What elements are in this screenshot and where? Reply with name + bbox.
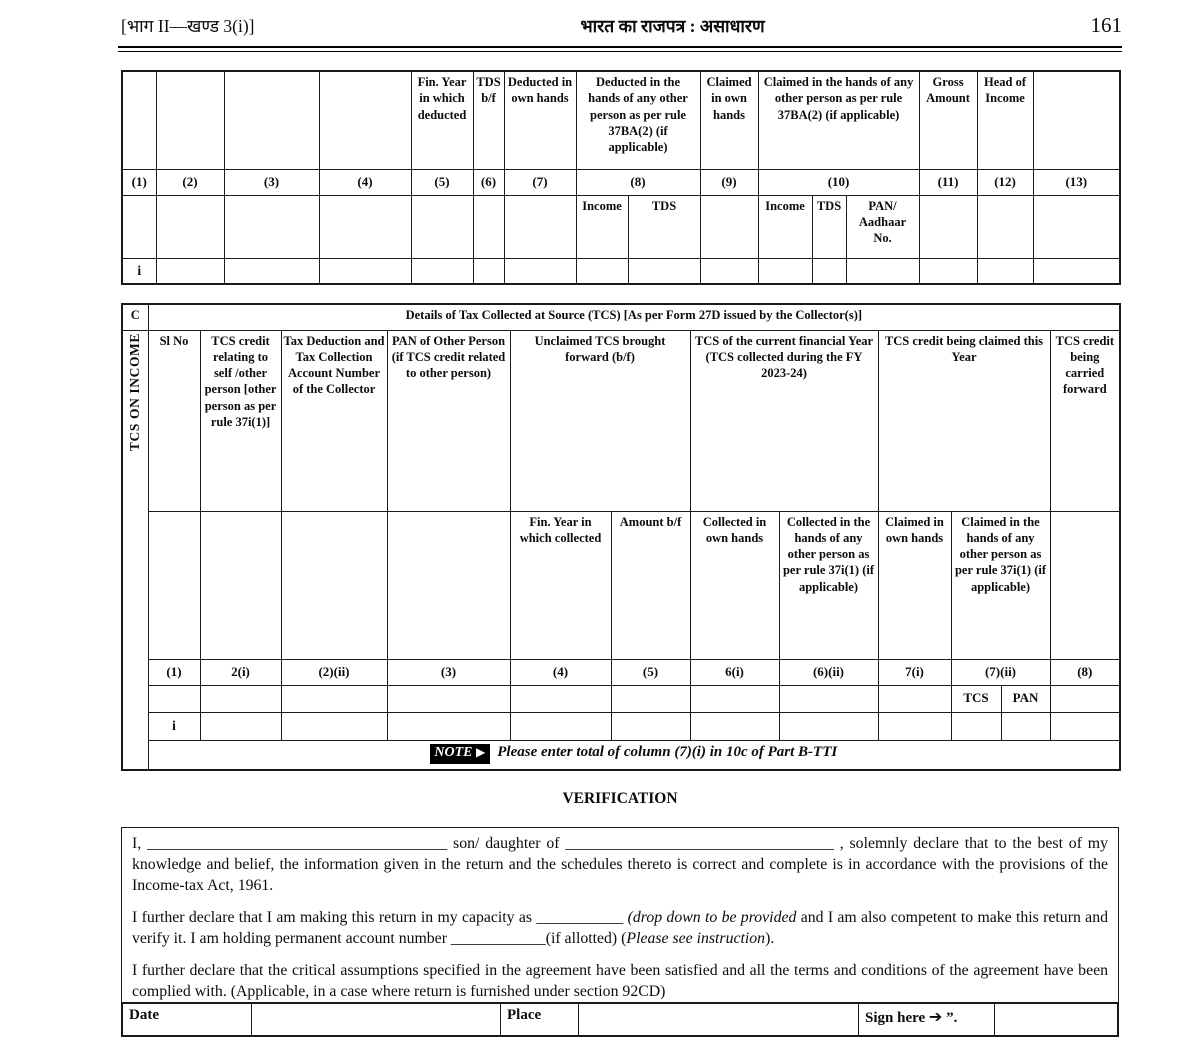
- text: I further declare that I am making this return in my capacity as: [132, 909, 537, 926]
- tcs-section-title: Details of Tax Collected at Source (TCS) [As per Form 27D issued by the Collector(s)]: [148, 304, 1120, 330]
- tds-header-fin-year: Fin. Year in which deducted: [411, 71, 473, 169]
- tcs-sub-pan: PAN: [1001, 685, 1050, 712]
- col-number: (3): [224, 169, 319, 195]
- tds-sub-income: Income: [758, 195, 812, 258]
- empty-cell: [878, 685, 951, 712]
- tds-sub-pan-aadhaar: PAN/ Aadhaar No.: [846, 195, 919, 258]
- date-label-cell: Date: [129, 1007, 159, 1023]
- col-number: (1): [122, 169, 156, 195]
- tcs-number-row: [122, 659, 1120, 685]
- empty-cell: [148, 511, 200, 659]
- text: , solemnly declare that to the best of my knowledge and belief, the information given in the return and the schedules thereto is correct and complete is in accordance with the provisions of the Income-tax Act, 1961.: [132, 835, 1108, 894]
- tcs-sub-collected-own: Collected in own hands: [690, 511, 779, 659]
- col-number: (13): [1033, 169, 1120, 195]
- empty-cell: [504, 195, 576, 258]
- col-number: (10): [758, 169, 919, 195]
- tds-header-deducted-other: Deducted in the hands of any other person as per rule 37BA(2) (if applicable): [576, 71, 700, 169]
- tcs-sub-collected-other: Collected in the hands of any other person as per rule 37i(1) (if applicable): [779, 511, 878, 659]
- empty-cell: [473, 195, 504, 258]
- empty-cell: [1050, 685, 1120, 712]
- col-number: (12): [977, 169, 1033, 195]
- tds-header-deducted-own: Deducted in own hands: [504, 71, 576, 169]
- col-number: 2(i): [200, 659, 281, 685]
- tcs-sub-claimed-other: Claimed in the hands of any other person as per rule 37i(1) (if applicable): [951, 511, 1050, 659]
- empty-cell: [812, 258, 846, 284]
- empty-cell: [122, 195, 156, 258]
- row-label: i: [122, 258, 156, 284]
- tcs-header-carried-forward: TCS credit being carried forward: [1050, 330, 1120, 511]
- col-number: (1): [148, 659, 200, 685]
- col-number: (6)(ii): [779, 659, 878, 685]
- empty-cell: [1050, 712, 1120, 740]
- empty-cell: [319, 71, 411, 169]
- text: and I am also competent to make this return and verify it. I am holding permanent account number: [132, 909, 1108, 947]
- note-cell: [148, 740, 1120, 770]
- tcs-header-unclaimed: Unclaimed TCS brought forward (b/f): [510, 330, 690, 511]
- col-number: (2): [156, 169, 224, 195]
- tcs-header-row-1: [122, 330, 1120, 511]
- empty-cell: [148, 685, 200, 712]
- date-value-cell: [251, 1004, 500, 1035]
- empty-cell: [156, 195, 224, 258]
- empty-cell: [281, 685, 387, 712]
- empty-cell: [387, 712, 510, 740]
- note-arrow-icon: ▶: [476, 744, 486, 759]
- pan-blank-line: ____________: [450, 930, 546, 947]
- empty-cell: [628, 258, 700, 284]
- empty-cell: [224, 195, 319, 258]
- tcs-header-row-2: [122, 511, 1120, 659]
- tds-number-row: [122, 169, 1120, 195]
- sign-here-cell: [858, 1004, 994, 1035]
- empty-cell: [1001, 712, 1050, 740]
- empty-cell: [319, 258, 411, 284]
- empty-cell: [977, 195, 1033, 258]
- text: (if allotted) (: [545, 930, 627, 947]
- col-number: (2)(ii): [281, 659, 387, 685]
- tcs-sub-fin-year: Fin. Year in which collected: [510, 511, 611, 659]
- empty-cell: [281, 511, 387, 659]
- empty-cell: [611, 685, 690, 712]
- tds-header-gross-amount: Gross Amount: [919, 71, 977, 169]
- tcs-header-credit-relating: TCS credit relating to self /other person [other person as per rule 37i(1)]: [200, 330, 281, 511]
- signature-row: [121, 1002, 1119, 1037]
- empty-cell: [1033, 71, 1120, 169]
- header-section-left: [भाग II—खण्ड 3(i)]: [121, 16, 255, 36]
- tds-sub-tds: TDS: [812, 195, 846, 258]
- text: I,: [132, 835, 148, 852]
- empty-cell: [122, 71, 156, 169]
- dropdown-note-italic: (drop down to be provided: [627, 909, 797, 926]
- tcs-sub-tcs: TCS: [951, 685, 1001, 712]
- empty-cell: [690, 712, 779, 740]
- tds-header-claimed-own: Claimed in own hands: [700, 71, 758, 169]
- tcs-header-claimed-year: TCS credit being claimed this Year: [878, 330, 1050, 511]
- note-badge-label: NOTE: [434, 744, 473, 760]
- tcs-on-income-label: TCS ON INCOME: [127, 332, 143, 451]
- verification-paragraph-2: [132, 907, 1108, 949]
- text: son/ daughter of: [447, 835, 566, 852]
- col-number: (4): [510, 659, 611, 685]
- empty-cell: [1033, 195, 1120, 258]
- col-number: (11): [919, 169, 977, 195]
- col-number: (5): [611, 659, 690, 685]
- place-label-cell: Place: [500, 1004, 578, 1035]
- tcs-header-sl-no: Sl No: [148, 330, 200, 511]
- sign-suffix: ”.: [942, 1010, 958, 1026]
- tcs-sub-claimed-own: Claimed in own hands: [878, 511, 951, 659]
- tds-header-tds-bf: TDS b/f: [473, 71, 504, 169]
- empty-cell: [224, 258, 319, 284]
- empty-cell: [224, 71, 319, 169]
- col-number: 6(i): [690, 659, 779, 685]
- empty-cell: [700, 195, 758, 258]
- empty-cell: [700, 258, 758, 284]
- empty-cell: [411, 258, 473, 284]
- empty-cell: [510, 712, 611, 740]
- verification-paragraph-1: [132, 833, 1108, 896]
- tds-subheader-row: [122, 195, 1120, 258]
- header-gazette-title: भारत का राजपत्र : असाधारण: [580, 16, 765, 36]
- empty-cell: [387, 511, 510, 659]
- empty-cell: [977, 258, 1033, 284]
- see-instruction-italic: Please see instruction: [626, 930, 766, 947]
- tds-entry-row: [122, 258, 1120, 284]
- empty-cell: [504, 258, 576, 284]
- empty-cell: [758, 258, 812, 284]
- empty-cell: [919, 195, 977, 258]
- sign-arrow-icon: ➔: [928, 1007, 943, 1026]
- empty-cell: [387, 685, 510, 712]
- name-blank-line: ______________________________________: [147, 835, 448, 852]
- empty-cell: [576, 258, 628, 284]
- empty-cell: [690, 685, 779, 712]
- col-number: (4): [319, 169, 411, 195]
- header-double-rule: [118, 46, 1122, 52]
- note-text: Please enter total of column (7)(i) in 10c of Part B-TTI: [497, 743, 838, 760]
- tcs-vertical-label-cell: [122, 330, 148, 770]
- empty-cell: [281, 712, 387, 740]
- note-badge: [430, 744, 490, 765]
- empty-cell: [510, 685, 611, 712]
- empty-cell: [200, 511, 281, 659]
- tcs-note-row: [122, 740, 1120, 770]
- col-number: (9): [700, 169, 758, 195]
- empty-cell: [846, 258, 919, 284]
- tcs-sub-amount-bf: Amount b/f: [611, 511, 690, 659]
- section-letter: C: [122, 304, 148, 330]
- empty-cell: [200, 685, 281, 712]
- tcs-table: [121, 303, 1121, 771]
- empty-cell: [779, 712, 878, 740]
- empty-cell: [319, 195, 411, 258]
- empty-cell: [156, 258, 224, 284]
- capacity-blank-line: ___________: [536, 909, 624, 926]
- tds-sub-tds: TDS: [628, 195, 700, 258]
- col-number: (7)(ii): [951, 659, 1050, 685]
- empty-cell: [878, 712, 951, 740]
- place-value-cell: [578, 1004, 858, 1035]
- col-number: 7(i): [878, 659, 951, 685]
- col-number: (8): [1050, 659, 1120, 685]
- page-number: 161: [1090, 13, 1122, 37]
- empty-cell: [473, 258, 504, 284]
- tcs-section-row: [122, 304, 1120, 330]
- empty-cell: [200, 712, 281, 740]
- tcs-header-current-fy: TCS of the current financial Year (TCS collected during the FY 2023-24): [690, 330, 878, 511]
- empty-cell: [1050, 511, 1120, 659]
- verification-box: [121, 827, 1119, 1003]
- empty-cell: [1033, 258, 1120, 284]
- page-header: [121, 13, 1122, 38]
- tcs-entry-row: [122, 712, 1120, 740]
- empty-cell: [919, 258, 977, 284]
- tds-sub-income: Income: [576, 195, 628, 258]
- parent-name-blank-line: __________________________________: [565, 835, 834, 852]
- tds-header-claimed-other: Claimed in the hands of any other person as per rule 37BA(2) (if applicable): [758, 71, 919, 169]
- col-number: (6): [473, 169, 504, 195]
- empty-cell: [779, 685, 878, 712]
- tds-header-row: [122, 71, 1120, 169]
- tds-header-head-of-income: Head of Income: [977, 71, 1033, 169]
- sign-here-label: Sign here: [865, 1010, 929, 1026]
- col-number: (5): [411, 169, 473, 195]
- col-number: (8): [576, 169, 700, 195]
- signature-value-cell: [994, 1004, 1117, 1035]
- empty-cell: [951, 712, 1001, 740]
- empty-cell: [156, 71, 224, 169]
- row-label: i: [148, 712, 200, 740]
- tcs-header-tan: Tax Deduction and Tax Collection Account Number of the Collector: [281, 330, 387, 511]
- col-number: (3): [387, 659, 510, 685]
- empty-cell: [411, 195, 473, 258]
- text: ).: [765, 930, 775, 947]
- col-number: (7): [504, 169, 576, 195]
- verification-paragraph-3: I further declare that the critical assumptions specified in the agreement have been satisfied and all the terms and conditions of the agreement have been complied with. (Applicable, in a case where return is furnished under section 92CD): [132, 962, 1108, 1000]
- tcs-tcs-pan-row: [122, 685, 1120, 712]
- tds-table: [121, 70, 1121, 285]
- empty-cell: [611, 712, 690, 740]
- tcs-header-pan-other: PAN of Other Person (if TCS credit related to other person): [387, 330, 510, 511]
- verification-heading: VERIFICATION: [562, 790, 678, 807]
